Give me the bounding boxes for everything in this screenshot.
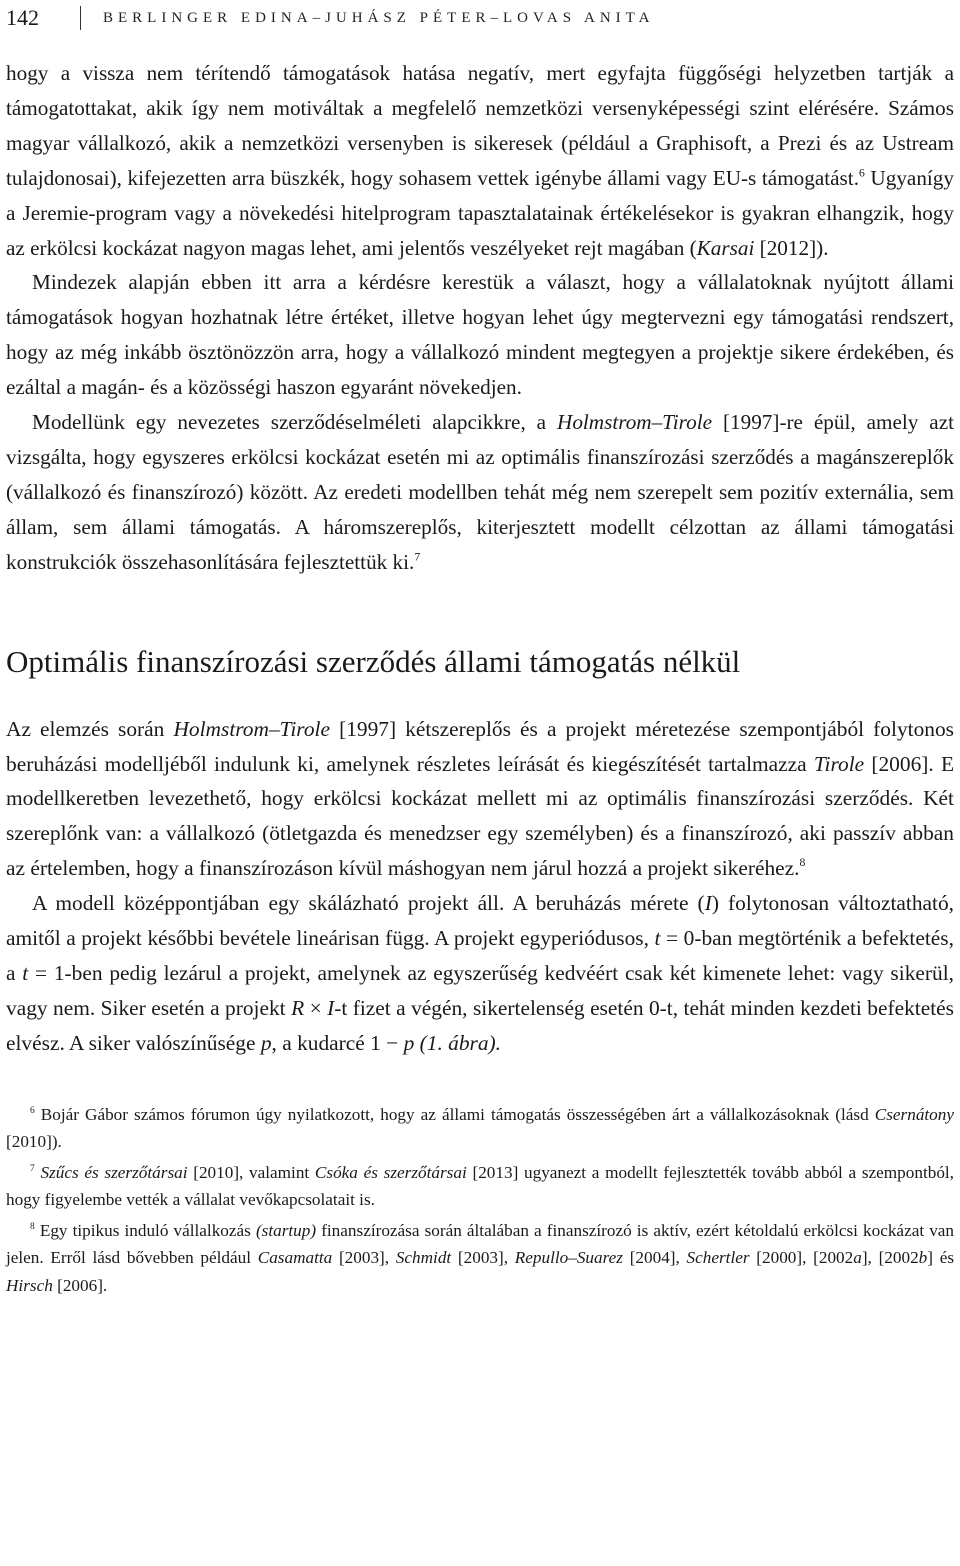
running-head-authors: BERLINGER EDINA–JUHÁSZ PÉTER–LOVAS ANITA <box>103 9 655 26</box>
footnote-number: 7 <box>30 1163 35 1174</box>
paragraph-1: hogy a vissza nem térítendő támogatások hatása negatív, mert egyfajta függőségi helyzetben tartják a támogatottakat, akik így nem motiváltak a megfelelő nemzetközi versenyképességi szint elérésére. Számos magyar vállalkozó, akik a nemzetközi versenyben is sikeresek (például a Graphisoft, a Prezi és az Ustream tulajdonosai), kifejezetten arra büszkék, hogy sohasem vettek igénybe állami vagy EU-s támogatást.$^6$ Ugyanígy a Jeremie-program vagy a növekedési hitelprogram tapasztalatainak értékelésekor is gyakran elhangzik, hogy az erkölcsi kockázat nagyon magas lehet, ami jelentős veszélyeket rejt magában (Karsai [2012]). <box>6 61 954 260</box>
footnote-ref-8[interactable]: 8 <box>799 856 806 870</box>
citation: Hirsch <box>6 1275 53 1295</box>
citation: Szűcs és szerzőtársai <box>34 1162 188 1182</box>
paragraph-5: A modell középpontjában egy skálázható projekt áll. A beruházás mérete (I) folytonosan változtatható, amitől a projekt későbbi bevétele lineárisan függ. A projekt egyperiódusos, t = 0-ban megtörténik a befektetés, a t = 1-ben pedig lezárul a projekt, amelynek az egyszerűség kedvéért csak két kimenete lehet: vagy sikerül, vagy nem. Siker esetén a projekt R × I-t fizet a végén, sikertelenség esetén 0-t, tehát minden kezdeti befektetés elvész. A siker valószínűsége p, a kudarcé 1 − p (1. ábra). <box>6 891 955 1055</box>
math-variable: t <box>22 960 29 985</box>
math-variable: R <box>291 995 305 1020</box>
footnote-7: $^7$ Szűcs és szerzőtársai [2010], valamint Csóka és szerzőtársai [2013] ugyanezt a modellt fejlesztették tovább abból a szempontból, hogy figyelembe vették a vállalat vevőkapcsolatait is. <box>6 1162 954 1210</box>
math-variable: t <box>654 926 661 951</box>
math-variable: I <box>327 995 335 1020</box>
citation: Schmidt <box>395 1248 452 1268</box>
citation: Karsai <box>696 235 755 260</box>
citation: Schertler <box>686 1248 750 1268</box>
math-variable: I <box>704 891 712 916</box>
footnote-ref-7[interactable]: 7 <box>414 549 421 563</box>
citation: Csernátony <box>874 1104 954 1124</box>
math-variable: p <box>403 1030 415 1055</box>
running-head <box>6 4 954 32</box>
paragraph-4: Az elemzés során Holmstrom–Tirole [1997] kétszereplős és a projekt méretezése szempontjából folytonos beruházási modelljéből indulunk ki, amelynek részletes leírását és kiegészítését tartalmazza Tirole [2006]. E modellkeretben levezethető, hogy erkölcsi kockázat mellett mi az optimális finanszírozási szerződés. Két szereplőnk van: a vállalkozó (ötletgazda és menedzser egy személyben) és a finanszírozó, aki passzív abban az értelemben, hogy a finanszírozáson kívül máshogyan nem járul hozzá a projekt sikeréhez.$^8$ <box>6 716 955 881</box>
citation: Tirole <box>813 751 865 776</box>
footnote-ref-6[interactable]: 6 <box>859 165 865 179</box>
citation: Csóka és szerzőtársai <box>314 1162 467 1182</box>
footnote-number: 6 <box>30 1105 35 1116</box>
paragraph-2: Mindezek alapján ebben itt arra a kérdésre kerestük a választ, hogy a vállalatoknak nyújtott állami támogatások hogyan hozhatnak létre értéket, illetve hogyan lehet úgy megtervezni egy támogatási rendszert, hogy az még inkább ösztönözzön arra, hogy a vállalkozó mindent megtegyen a projektje sikere érdekében, és ezáltal a magán- és a közösségi haszon egyaránt növekedjen. <box>6 270 954 400</box>
citation: Holmstrom–Tirole <box>557 410 713 435</box>
citation: Repullo–Suarez <box>514 1248 623 1268</box>
footnote-8: $^8$ Egy tipikus induló vállalkozás (startup) finanszírozása során általában a finanszírozó is aktív, ezért kétoldalú erkölcsi kockázat van jelen. Erről lásd bővebben például Casamatta [2003], Schmidt [2003], Repullo–Suarez [2004], Schertler [2000], [2002a], [2002b] és Hirsch [2006]. <box>6 1220 955 1295</box>
math-variable: p <box>260 1030 272 1055</box>
main-text <box>6 56 954 1302</box>
term: (startup) <box>255 1220 317 1240</box>
footnote-number: 8 <box>30 1221 35 1232</box>
citation: Holmstrom–Tirole <box>173 716 330 741</box>
footnotes <box>6 1101 954 1300</box>
page-number: 142 <box>6 5 39 30</box>
figure-reference[interactable]: (1. ábra). <box>414 1030 502 1055</box>
citation: Casamatta <box>257 1248 333 1268</box>
header-divider <box>80 6 81 30</box>
section-heading: Optimális finanszírozási szerződés állami támogatás nélkül <box>6 643 741 679</box>
paragraph-3: Modellünk egy nevezetes szerződéselméleti alapcikkre, a Holmstrom–Tirole [1997]-re épül, amely azt vizsgálta, hogy egyszeres erkölcsi kockázat esetén mi az optimális finanszírozási szerződés a magánszereplők (vállalkozó és finanszírozó) között. Az eredeti modellben tehát még nem szerepelt sem pozitív externália, sem állam, sem állami támogatás. A háromszereplős, kiterjesztett modellt célzottan az állami támogatási konstrukciók összehasonlítására fejlesztettük ki.$^7$ <box>6 410 954 574</box>
section-body <box>6 712 954 1061</box>
footnote-6: $^6$ Bojár Gábor számos fórumon úgy nyilatkozott, hogy az állami támogatás összességében árt a vállalkozásoknak (lásd Csernátony [2010]). <box>6 1104 954 1152</box>
